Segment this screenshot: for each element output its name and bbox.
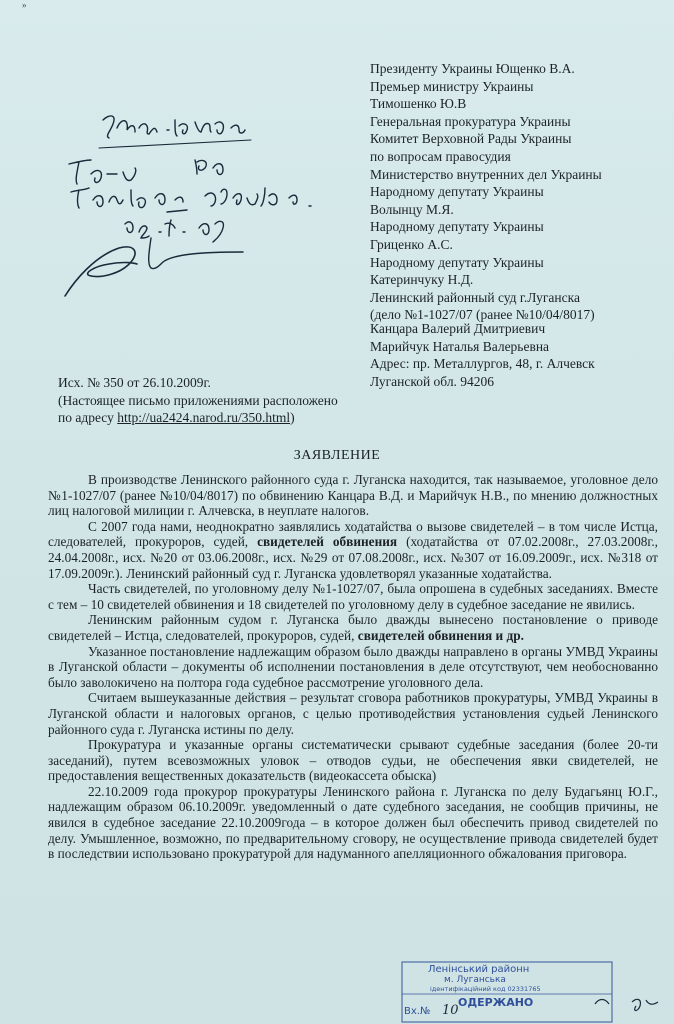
- addressee-line: Народному депутату Украины: [370, 184, 544, 200]
- handwriting-image: [55, 100, 355, 310]
- addressee-line: по вопросам правосудия: [370, 148, 511, 164]
- addressee-line: Премьер министру Украины: [370, 78, 534, 94]
- addressee-line: Тимошенко Ю.В: [370, 96, 467, 112]
- paragraph: Прокуратура и указанные органы систематически срывают судебные заседания (более 20-ти заседаний), путем всевозможных уловок – отводов судьи, не обеспечения явки свидетелей, не предоставления вещественных доказательств (видеокассета обыска): [48, 737, 658, 784]
- paragraph: [48, 519, 658, 581]
- addressee-line: Ленинский районный суд г.Луганска: [370, 289, 580, 305]
- sender-line: Луганской обл. 94206: [370, 373, 495, 389]
- paragraph: [48, 612, 658, 643]
- paragraph: 22.10.2009 года прокурор прокуратуры Ленинского района г. Луганска по делу Будагьянц Ю.Г., надлежащим образом 06.10.2009г. уведомленный о дате судебного заседания, не сообщив причины, не явился в судебное заседание 22.10.2009года – в которое должен был обеспечить привод свидетелей по делу. Умышленное, возможно, по предварительному сговору, не осуществление привода свидетелей будет в последствии использовано прокуратурой для надуманного апелляционного обжалования приговора.: [48, 783, 658, 862]
- sender-block: [370, 320, 670, 390]
- attachments-link[interactable]: http://ua2424.narod.ru/350.html: [117, 410, 291, 426]
- addressee-line: (дело №1-1027/07 (ранее №10/04/8017): [370, 307, 595, 323]
- addressee-line: Волынцу М.Я.: [370, 201, 454, 217]
- stamp-handwritten-number: 10: [442, 1003, 459, 1018]
- stamp-line: Вх.№: [404, 1006, 431, 1017]
- handwritten-resolution: [55, 100, 355, 310]
- bold-phrase: свидетелей обвинения: [257, 534, 398, 550]
- corner-mark: »: [22, 0, 27, 10]
- outgoing-note: (Настоящее письмо приложениями расположено: [58, 392, 338, 408]
- addressee-line: Катеринчуку Н.Д.: [370, 272, 474, 288]
- link-prefix: по адресу: [58, 410, 118, 426]
- stamp-line: ОДЕРЖАНО: [458, 996, 534, 1009]
- stamp-line: м. Луганська: [444, 975, 506, 985]
- paragraph-text: Ленинским районным судом г. Луганска было дважды вынесено постановление о приводе свидетелей – Истца, следователей, прокуроров, судей,: [48, 612, 658, 643]
- paragraph-text: (ходатайства от 07.02.2008г., 27.03.2008г., 24.04.2008г., исх. №20 от 03.06.2008г., исх. №29 от 07.08.2008г., исх. №307 от 16.09.2009г., исх. №318 от 17.09.2009г.). Ленинский районный суд г. Луганска удовлетворял указанные ходатайства.: [48, 534, 658, 581]
- outgoing-number: Исх. № 350 от 26.10.2009г.: [58, 375, 211, 390]
- addressee-block: [370, 60, 670, 324]
- outgoing-number-block: [58, 374, 388, 427]
- document-title: ЗАЯВЛЕНИЕ: [293, 448, 381, 463]
- addressee-line: Президенту Украины Ющенко В.А.: [370, 61, 575, 76]
- stamp-line: ідентифікаційний код 02331765: [430, 985, 541, 993]
- addressee-line: Комитет Верховной Рады Украины: [370, 131, 572, 147]
- paragraph: Считаем вышеуказанные действия – результат сговора работников прокуратуры, УМВД Украины в Луганской области и налоговых органов, с целью противодействия установления судьей Ленинского районного суда г. Луганска истины по делу.: [48, 690, 658, 737]
- addressee-line: Гриценко А.С.: [370, 236, 453, 252]
- addressee-line: Народному депутату Украины: [370, 254, 544, 270]
- bold-phrase: свидетелей обвинения и др.: [357, 627, 524, 643]
- paragraph: Указанное постановление надлежащим образом было дважды направлено в органы УМВД Украины в Луганской области – документы об исполнении постановления в деле отсутствуют, чем необоснованно было заволокичено на полтора года судебное рассмотрение уголовного дела.: [48, 643, 658, 690]
- paragraph: Часть свидетелей, по уголовному делу №1-1027/07, была опрошена в судебных заседаниях. Вместе с тем – 10 свидетелей обвинения и 18 свидетелей по уголовному делу в судебное заседание не явились.: [48, 581, 658, 612]
- sender-line: Марийчук Наталья Валерьевна: [370, 338, 550, 354]
- sender-line: Адрес: пр. Металлургов, 48, г. Алчевск: [370, 356, 595, 372]
- stamp-line: Ленінський районн: [428, 964, 530, 975]
- document-body: [48, 472, 658, 862]
- addressee-line: Генеральная прокуратура Украины: [370, 113, 571, 129]
- addressee-line: Народному депутату Украины: [370, 219, 544, 235]
- received-stamp: [400, 958, 674, 1024]
- sender-line: Канцара Валерий Дмитриевич: [370, 321, 546, 336]
- link-suffix: ): [290, 410, 295, 426]
- outgoing-link-line: [58, 409, 388, 427]
- addressee-line: Министерство внутренних дел Украины: [370, 166, 602, 182]
- paragraph: В производстве Ленинского районного суда г. Луганска находится, так называемое, уголовное дело №1-1027/07 (ранее №10/04/8017) по обвинению Канцара В.Д. и Марийчук Н.В., по мнению должностных лиц налоговой милиции г. Алчевска, в неуплате налогов.: [48, 472, 658, 519]
- paragraph-text: С 2007 года нами, неоднократно заявлялись ходатайства о вызове свидетелей – в том числе Истца, следователей, прокуроров, судей,: [48, 518, 658, 550]
